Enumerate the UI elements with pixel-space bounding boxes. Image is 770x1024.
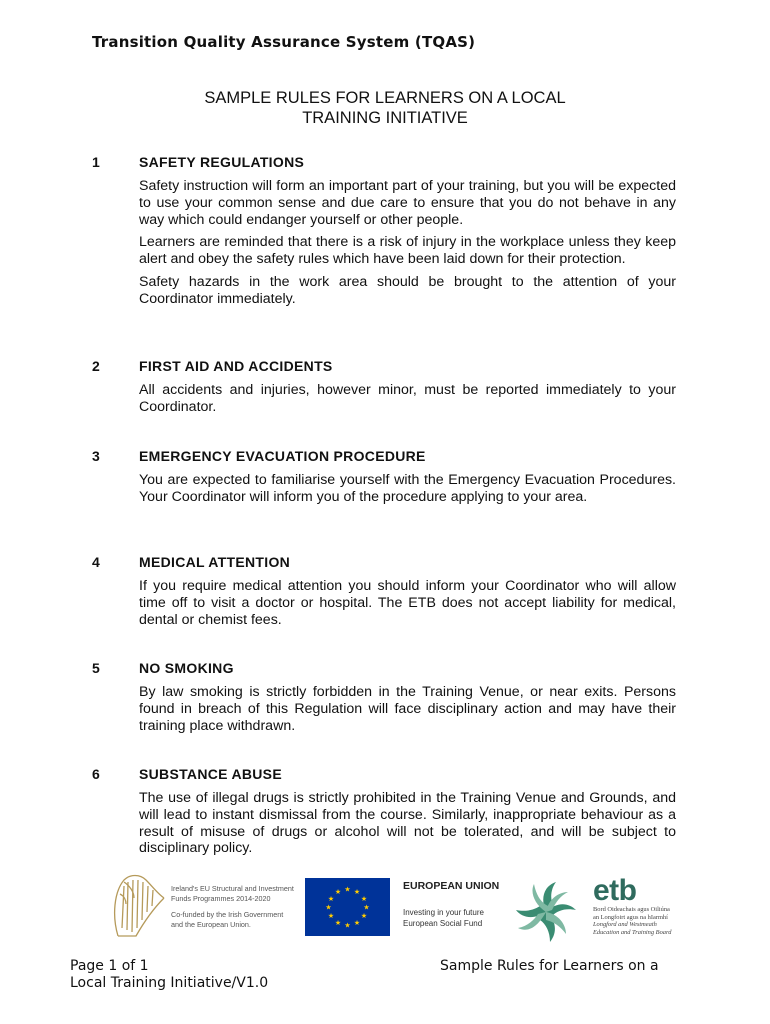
svg-text:★: ★ <box>363 903 370 912</box>
section-paragraph: You are expected to familiarise yourself with the Emergency Evacuation Procedures. Your Coordinator will inform you of the procedure applying to your area. <box>139 472 676 505</box>
section-body <box>139 382 676 422</box>
eu-text <box>403 880 503 929</box>
svg-text:★: ★ <box>327 912 335 920</box>
section-heading: SAFETY REGULATIONS <box>139 154 305 170</box>
ireland-funds-line: and the European Union. <box>171 919 251 929</box>
ireland-funds-text <box>171 884 301 929</box>
svg-text:★: ★ <box>360 912 368 920</box>
eu-flag-icon <box>305 878 390 936</box>
svg-text:★: ★ <box>327 895 335 903</box>
svg-text:★: ★ <box>334 888 342 896</box>
section-paragraph: Safety instruction will form an important part of your training, but you will be expected to use your common sense and due care to ensure that you do not behave in any way which could endanger yourself or other people. <box>139 178 676 228</box>
svg-text:★: ★ <box>334 919 342 927</box>
section-heading: NO SMOKING <box>139 660 234 676</box>
document-title-line-2: TRAINING INITIATIVE <box>302 109 468 127</box>
eu-title: EUROPEAN UNION <box>403 880 499 892</box>
etb-line: an Longfoirt agus na hIarmhí <box>593 913 668 921</box>
section-body <box>139 578 676 634</box>
document-title-line-1: SAMPLE RULES FOR LEARNERS ON A LOCAL <box>204 89 566 107</box>
footer-doc-ref: Local Training Initiative/V1.0 <box>70 975 269 991</box>
svg-text:★: ★ <box>344 885 351 894</box>
svg-text:★: ★ <box>344 921 351 930</box>
section-paragraph: If you require medical attention you should inform your Coordinator who will allow time off to visit a doctor or hospital. The ETB does not accept liability for medical, dental or chemist fees. <box>139 578 676 628</box>
section-number: 3 <box>92 448 100 464</box>
header-title: Transition Quality Assurance System (TQAS) <box>92 33 476 51</box>
eu-line: European Social Fund <box>403 918 483 928</box>
section-number: 1 <box>92 154 100 170</box>
document-title <box>0 88 770 128</box>
section-paragraph: Learners are reminded that there is a risk of injury in the workplace unless they keep alert and obey the safety rules which have been laid down for their protection. <box>139 234 676 268</box>
etb-block <box>593 876 693 936</box>
footer-left <box>70 958 268 992</box>
section-paragraph: Safety hazards in the work area should be brought to the attention of your Coordinator immediately. <box>139 273 676 307</box>
section-body <box>139 684 676 740</box>
section-number: 6 <box>92 766 100 782</box>
ireland-funds-line: Ireland's EU Structural and Investment <box>171 884 294 893</box>
svg-text:★: ★ <box>353 919 361 927</box>
ireland-funds-line: Funds Programmes 2014-2020 <box>171 893 271 903</box>
footer-doc-title: Sample Rules for Learners on a <box>440 958 659 974</box>
etb-line: Bord Oideachais agus Oiliúna <box>593 906 670 913</box>
funding-logos <box>0 870 770 945</box>
section-paragraph: All accidents and injuries, however minor, must be reported immediately to your Coordinator. <box>139 382 676 415</box>
etb-logo: etb <box>593 874 637 907</box>
section-body <box>139 178 676 314</box>
etb-line: Education and Training Board <box>593 928 672 936</box>
section-number: 2 <box>92 358 100 374</box>
eu-line: Investing in your future <box>403 908 484 917</box>
section-heading: MEDICAL ATTENTION <box>139 554 291 570</box>
section-body <box>139 472 676 512</box>
section-heading: SUBSTANCE ABUSE <box>139 766 282 782</box>
section-paragraph: The use of illegal drugs is strictly prohibited in the Training Venue and Grounds, and will lead to instant dismissal from the course. Similarly, inappropriate behaviour as a result of misuse of drugs or alcohol will not be tolerated, and will be subject to disciplinary policy. <box>139 790 676 857</box>
section-heading: FIRST AID AND ACCIDENTS <box>139 358 333 374</box>
etb-swirl-icon <box>510 878 582 946</box>
svg-text:★: ★ <box>353 888 361 896</box>
etb-line: Longford and Westmeath <box>593 921 657 929</box>
svg-text:★: ★ <box>360 895 368 903</box>
section-number: 4 <box>92 554 100 570</box>
section-heading: EMERGENCY EVACUATION PROCEDURE <box>139 448 426 464</box>
footer-page-label: Page 1 of 1 <box>70 958 149 974</box>
ireland-funds-line: Co-funded by the Irish Government <box>171 910 284 920</box>
section-paragraph: By law smoking is strictly forbidden in the Training Venue, or near exits. Persons found in breach of this Regulation will face disciplinary action and may have their training place withdrawn. <box>139 684 676 734</box>
svg-text:★: ★ <box>325 903 332 912</box>
section-body <box>139 790 676 863</box>
harp-icon <box>108 872 168 940</box>
section-number: 5 <box>92 660 100 676</box>
